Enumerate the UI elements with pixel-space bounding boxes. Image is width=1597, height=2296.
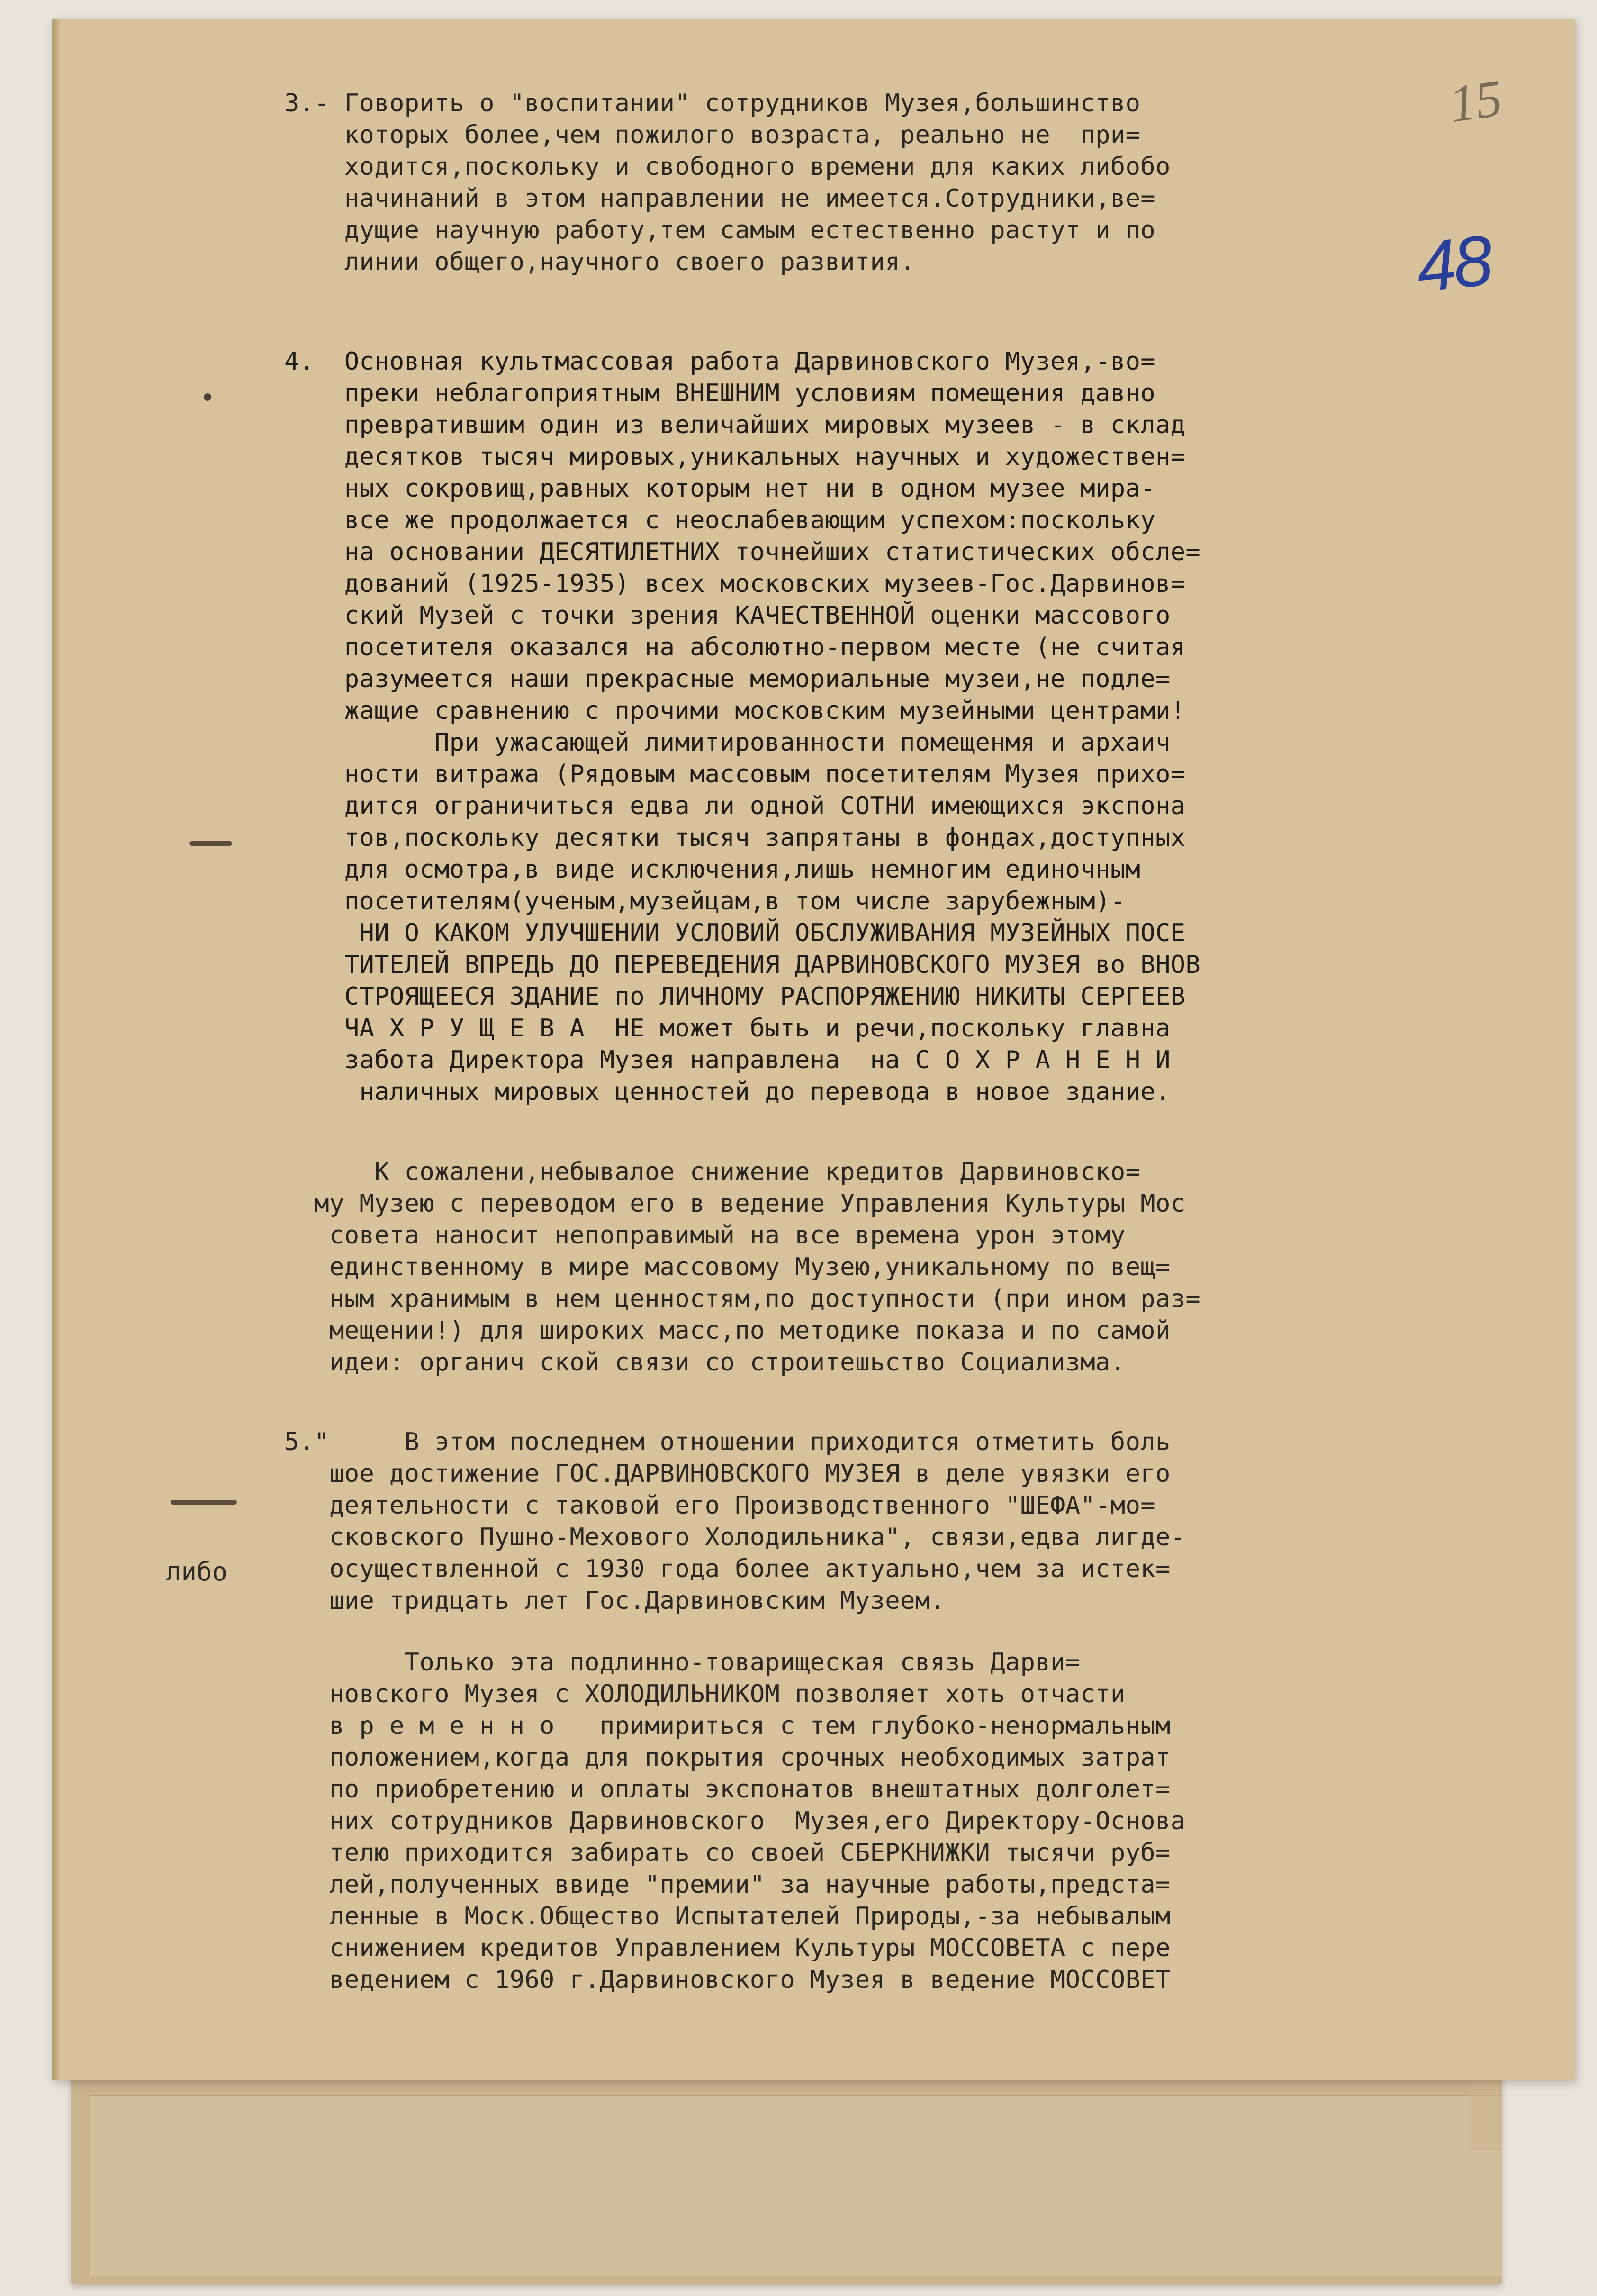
- text-line: ности витража (Рядовым массовым посетителям Музея прихо=: [284, 760, 1186, 789]
- text-line: Только эта подлинно-товарищеская связь Дарви=: [284, 1648, 1081, 1677]
- text-line: в р е м е н н о примириться с тем глубоко-ненормальным: [284, 1712, 1171, 1740]
- paragraph-4-continued: [284, 1156, 1200, 1379]
- text-line: лей,полученных ввиде "премии" за научные работы,предста=: [284, 1870, 1171, 1899]
- text-line: положением,когда для покрытия срочных необходимых затрат: [284, 1743, 1171, 1772]
- text-line: жащие сравнению с прочими московским музейными центрами!: [284, 697, 1186, 725]
- text-line: мещении!) для широких масс,по методике показа и по самой: [284, 1316, 1171, 1345]
- text-line: все же продолжается с неослабевающим успехом:поскольку: [284, 506, 1155, 535]
- text-line: При ужасающей лимитированности помещенмя и архаич: [284, 728, 1171, 757]
- text-line: НИ О КАКОМ УЛУЧШЕНИИ УСЛОВИЙ ОБСЛУЖИВАНИЯ МУЗЕЙНЫХ ПОСЕ: [284, 919, 1186, 947]
- text-line: ТИТЕЛЕЙ ВПРЕДЬ ДО ПЕРЕВЕДЕНИЯ ДАРВИНОВСКОГО МУЗЕЯ во ВНОВ: [284, 951, 1201, 979]
- text-line: для осмотра,в виде исключения,лишь немногим единочным: [284, 855, 1141, 884]
- text-line: новского Музея с ХОЛОДИЛЬНИКОМ позволяет хоть отчасти: [284, 1680, 1126, 1708]
- text-line: ский Музей с точки зрения КАЧЕСТВЕННОЙ оценки массового: [284, 601, 1171, 630]
- text-line: ведением с 1960 г.Дарвиновского Музея в ведение МОССОВЕТ: [284, 1966, 1171, 1994]
- text-line: ленные в Моск.Общество Испытателей Природы,-за небывалым: [284, 1902, 1171, 1931]
- text-line: по приобретению и оплаты экспонатов внештатных долголет=: [284, 1775, 1171, 1804]
- text-line: преки неблагоприятным ВНЕШНИМ условиям помещения давно: [284, 379, 1155, 408]
- archive-folio-number: 15: [1445, 68, 1506, 134]
- text-line: снижением кредитов Управлением Культуры МОССОВЕТА с пере: [284, 1934, 1171, 1962]
- text-line: ЧА Х Р У Щ Е В А НЕ может быть и речи,поскольку главна: [284, 1014, 1171, 1043]
- text-line: посетителя оказался на абсолютно-первом месте (не считая: [284, 633, 1186, 662]
- text-line: телю приходится забирать со своей СБЕРКНИЖКИ тысячи руб=: [284, 1839, 1171, 1867]
- margin-smudge: [189, 841, 232, 846]
- text-line: единственному в мире массовому Музею,уникальному по вещ=: [284, 1253, 1171, 1281]
- text-line: шое достижение ГОС.ДАРВИНОВСКОГО МУЗЕЯ в деле увязки его: [284, 1460, 1171, 1488]
- text-line: дится ограничиться едва ли одной СОТНИ имеющихся экспона: [284, 792, 1186, 820]
- text-line: дущие научную работу,тем самым естественно растут и по: [284, 216, 1155, 245]
- text-line: забота Директора Музея направлена на С О Х Р А Н Е Н И: [284, 1046, 1171, 1074]
- paragraph-4: [284, 346, 1200, 1108]
- margin-note: либо: [166, 1557, 228, 1587]
- text-line: тов,поскольку десятки тысяч запрятаны в фондах,доступных: [284, 824, 1186, 852]
- paragraph-5-continued: [284, 1647, 1185, 1996]
- text-line: них сотрудников Дарвиновского Музея,его Директору-Основа: [284, 1807, 1186, 1835]
- text-line: осуществленной с 1930 года более актуально,чем за истек=: [284, 1555, 1171, 1583]
- text-line: разумеется наши прекрасные мемориальные музеи,не подле=: [284, 665, 1171, 693]
- paragraph-5: [284, 1426, 1185, 1617]
- text-line: идеи: органич ской связи со строитешьство Социализма.: [284, 1348, 1126, 1377]
- text-line: шие тридцать лет Гос.Дарвиновским Музеем.: [284, 1587, 946, 1615]
- text-line: ных сокровищ,равных которым нет ни в одном музее мира-: [284, 474, 1155, 503]
- text-line: дований (1925-1935) всех московских музеев-Гос.Дарвинов=: [284, 570, 1186, 598]
- text-line: ным хранимым в нем ценностям,по доступности (при ином раз=: [284, 1285, 1201, 1313]
- text-line: линии общего,научного своего развития.: [284, 248, 915, 276]
- text-line: превратившим один из величайших мировых музеев - в склад: [284, 411, 1186, 439]
- text-line: наличных мировых ценностей до перевода в новое здание.: [284, 1078, 1171, 1106]
- text-line: СТРОЯЩЕЕСЯ ЗДАНИЕ по ЛИЧНОМУ РАСПОРЯЖЕНИЮ НИКИТЫ СЕРГЕЕВ: [284, 982, 1186, 1011]
- text-line: ходится,поскольку и свободного времени для каких либобо: [284, 153, 1171, 181]
- paragraph-3: [284, 88, 1171, 278]
- text-line: совета наносит непоправимый на все времена урон этому: [284, 1221, 1126, 1250]
- margin-smudge: [171, 1500, 237, 1505]
- text-line: десятков тысяч мировых,уникальных научных и художествен=: [284, 443, 1186, 471]
- text-line: которых более,чем пожилого возраста, реально не при=: [284, 121, 1141, 149]
- text-line: К сожалени,небывалое снижение кредитов Дарвиновско=: [284, 1158, 1141, 1186]
- handwritten-page-number: 48: [1412, 220, 1494, 307]
- text-line: 4. Основная культмассовая работа Дарвиновского Музея,-во=: [284, 347, 1155, 376]
- text-line: посетителям(ученым,музейцам,в том числе зарубежным)-: [284, 887, 1126, 916]
- underlying-sheet-lower: [90, 2095, 1502, 2276]
- text-line: 5." В этом последнем отношении приходится отметить боль: [284, 1428, 1171, 1456]
- text-line: на основании ДЕСЯТИЛЕТНИХ точнейших статистических обсле=: [284, 538, 1201, 566]
- page-fold-shadow: [54, 19, 61, 2080]
- text-line: начинаний в этом направлении не имеется.Сотрудники,ве=: [284, 184, 1155, 213]
- text-line: сковского Пушно-Мехового Холодильника", связи,едва лигде-: [284, 1523, 1186, 1552]
- text-line: 3.- Говорить о "воспитании" сотрудников Музея,большинство: [284, 89, 1141, 118]
- margin-dot: [204, 393, 211, 401]
- text-line: деятельности с таковой его Производственного "ШЕФА"-мо=: [284, 1491, 1155, 1520]
- text-line: му Музею с переводом его в ведение Управления Культуры Мос: [284, 1189, 1186, 1218]
